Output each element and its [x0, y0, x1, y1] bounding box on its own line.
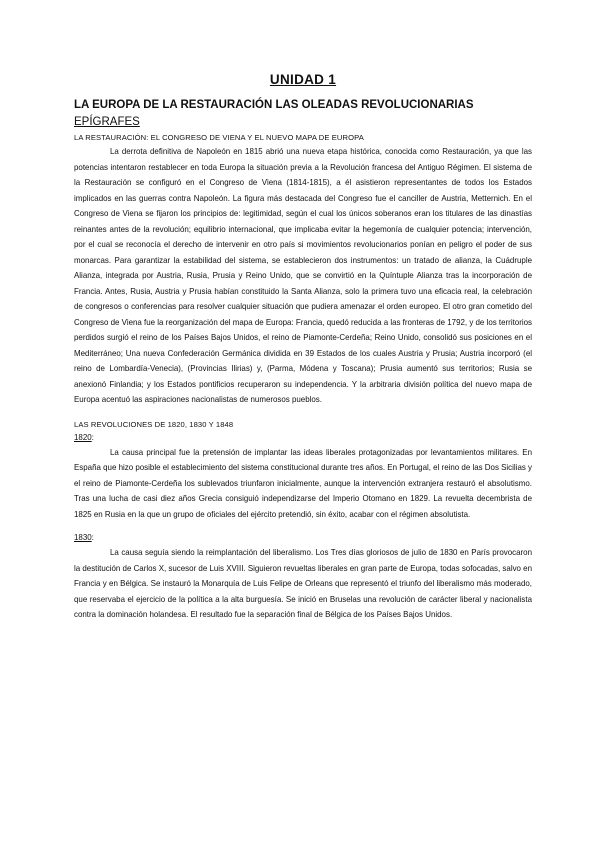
- year-label-1820: 1820: [74, 432, 92, 442]
- paragraph-restauracion: La derrota definitiva de Napoleón en 1815 abrió una nueva etapa histórica, conocida como Restauración, ya que las potencias intentaron restablecer en toda Europa la situación previa a la Revolución francesa del Antiguo Régimen. El sistema de la Restauración se configuró en el Congreso de Viena (1814-1815), a él asistieron representantes de todos los Estados implicados en las guerras contra Napoleón. La figura más destacada del Congreso fue el canciller de Austria, Metternich. En el Congreso de Viena se fijaron los principios de: legitimidad, según el cual los únicos soberanos eran los titulares de las dinastías reinantes antes de la revolución; equilibrio internacional, que implicaba evitar la hegemonía de cualquier potencia; intervención, por el cual se reconocía el derecho de intervenir en otro país si movimientos revolucionarios ponían en peligro el poder de sus monarcas. Para garantizar la estabilidad del sistema, se establecieron dos instrumentos: un tratado de alianza, la Cuádruple Alianza, integrada por Austria, Rusia, Prusia y Reino Unido, que se convirtió en la Quíntuple Alianza tras la incorporación de Francia. Antes, Rusia, Austria y Prusia habían constituido la Santa Alianza, solo la primera tuvo una eficacia real, la celebración de congresos o conferencias para resolver cualquier situación que pudiera amenazar el orden europeo. El otro gran cometido del Congreso de Viena fue la reorganización del mapa de Europa: Francia, quedó reducida a las fronteras de 1792, y de los territorios perdidos surgió el reino de los Países Bajos Unidos, el reino de Piamonte-Cerdeña; Reino Unido, consolidó sus posiciones en el Mediterráneo; Una nueva Confederación Germánica dividida en 39 Estados de los cuales Austria y Prusia; Austria incorporó (el reino de Lombardía-Venecia), (Provincias Ilirias) y, (Parma, Módena y Toscana); Prusia aumentó sus territorios; Rusia se anexionó Finlandia; y los Estados pontificios recuperaron su independencia. Y la arbitraria división política del nuevo mapa de Europa acentuó las aspiraciones nacionalistas de numerosos pueblos.: [74, 147, 532, 404]
- subsection-heading-1820: [74, 431, 532, 445]
- section-title-revoluciones: LAS REVOLUCIONES DE 1820, 1830 Y 1848: [74, 419, 234, 429]
- subsection-heading-1830: [74, 531, 532, 545]
- section-title-restauracion: LA RESTAURACIÓN: EL CONGRESO DE VIENA Y EL NUEVO MAPA DE EUROPA: [74, 133, 364, 142]
- document-heading: LA EUROPA DE LA RESTAURACIÓN LAS OLEADAS REVOLUCIONARIAS: [74, 99, 474, 111]
- paragraph-1820: La causa principal fue la pretensión de implantar las ideas liberales protagonizadas por levantamientos militares. En España que hizo posible el establecimiento del sistema constitucional durante tres años. En Portugal, el reino de las Dos Sicilias y el reino de Piamonte-Cerdeña los sublevados triunfaron inicialmente, aunque la intervención extranjera restauró el absolutismo. Tras una lucha de casi diez años Grecia consiguió independizarse del Imperio Otomano en 1829. La revuelta decembrista de 1825 en Rusia en la que un grupo de oficiales del ejército pretendió, sin éxito, acabar con el régimen absolutista.: [74, 447, 532, 519]
- paragraph-1830: La causa seguía siendo la reimplantación del liberalismo. Los Tres días gloriosos de julio de 1830 en París provocaron la destitución de Carlos X, sucesor de Luis XVIII. Siguieron revueltas liberales en gran parte de Europa, todas sofocadas, salvo en Francia y en Bélgica. Se instauró la Monarquía de Luis Felipe de Orleans que representó el triunfo del liberalismo más moderado, que reservaba el ejercicio de la política a la alta burguesía. Se inició en Bruselas una revolución de carácter liberal y nacionalista contra la dominación holandesa. El resultado fue la separación final de Bélgica de los Países Bajos Unidos.: [74, 548, 532, 619]
- year-suffix-1820: :: [91, 432, 94, 442]
- unit-title: UNIDAD 1: [269, 72, 337, 87]
- epigrafes-label: EPÍGRAFES: [74, 116, 140, 128]
- year-label-1830: 1830: [74, 533, 92, 542]
- year-suffix-1830: :: [91, 533, 94, 542]
- document-page: [74, 72, 532, 623]
